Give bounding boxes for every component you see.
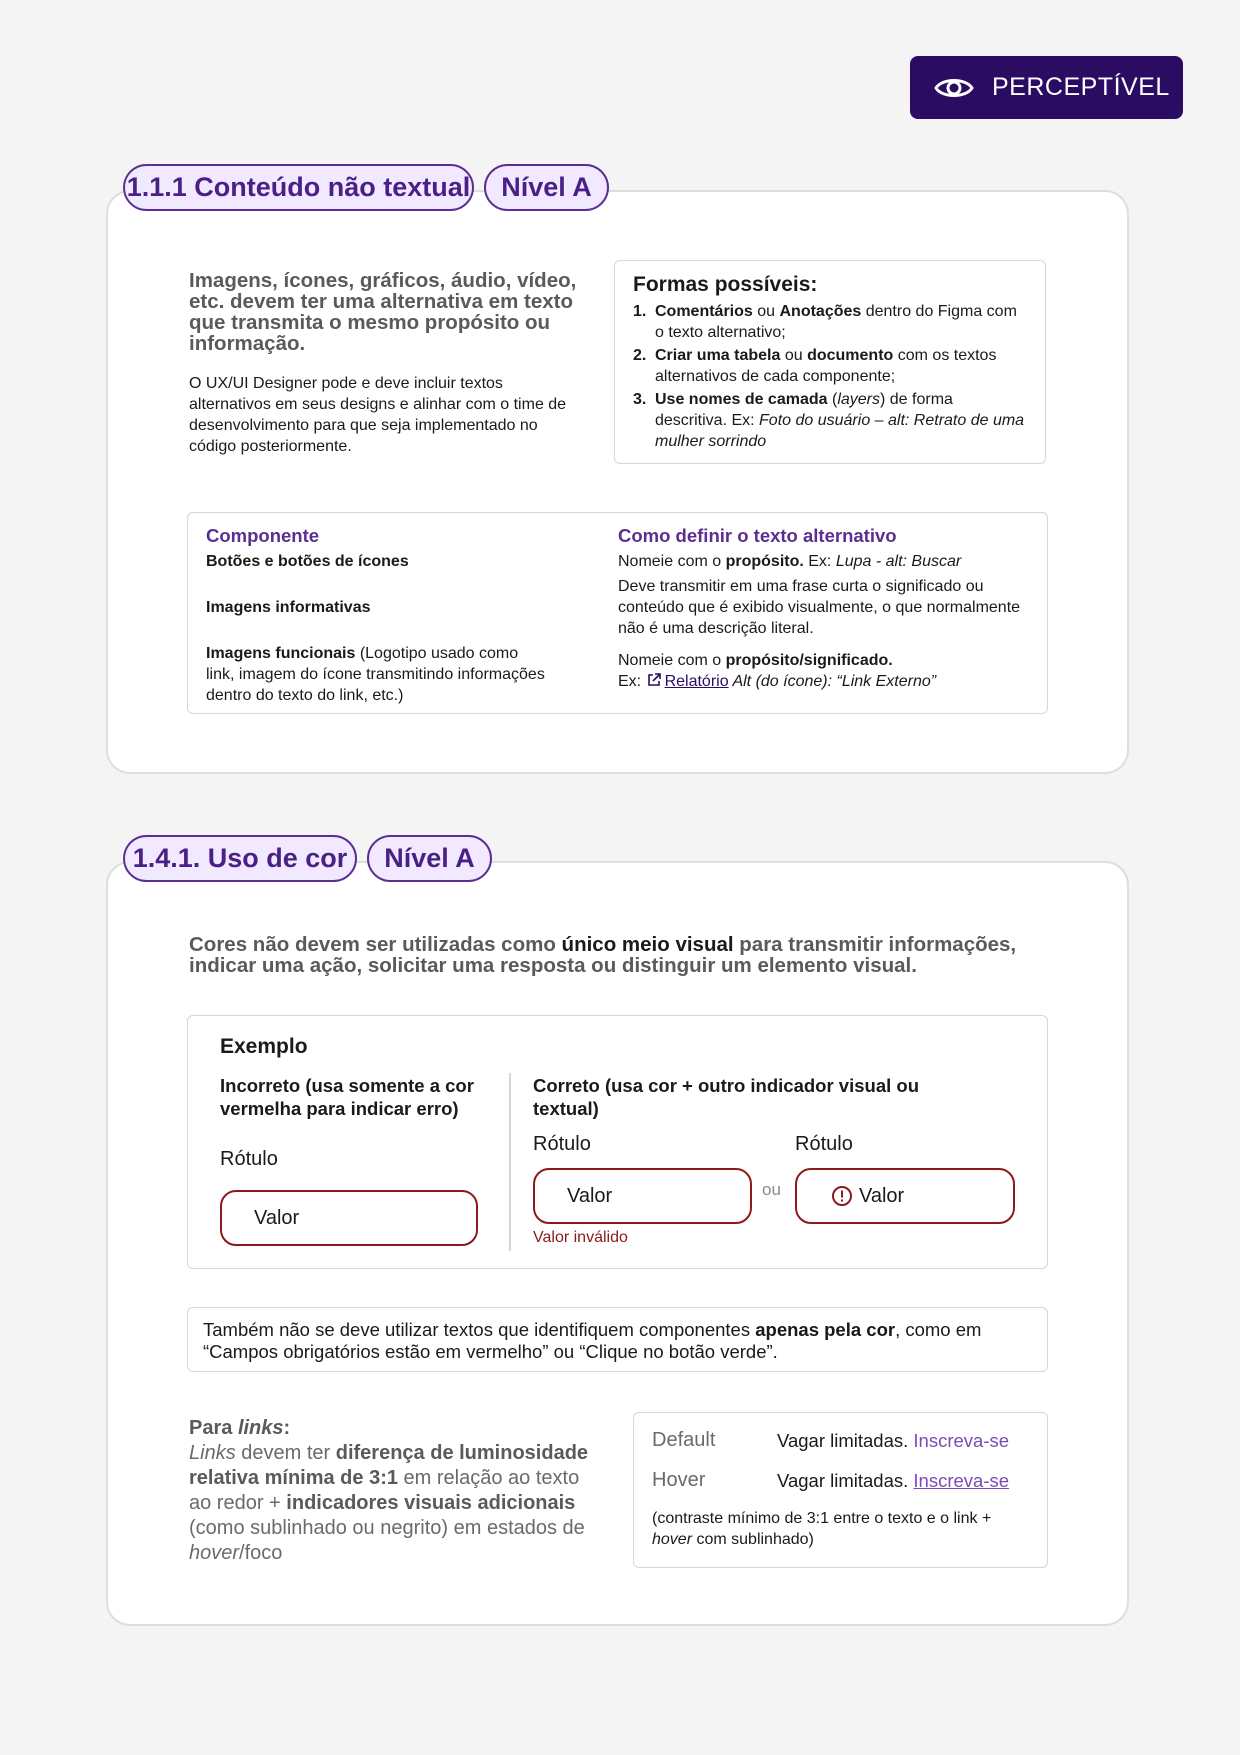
table-cell-component: Imagens informativas	[206, 599, 371, 616]
links-guideline: Para links: Links devem ter diferença de luminosidade relativa mínima de 3:1 em relação ao texto ao redor + indicadores visuais adicionais (como sublinhado ou negrito) em estados de hover/foco	[189, 1417, 589, 1564]
correct-field-icon[interactable]: Valor	[795, 1168, 1015, 1224]
badge-label: PERCEPTÍVEL	[992, 73, 1170, 101]
perceptivel-badge	[910, 56, 1183, 119]
field-label: Rótulo	[533, 1133, 591, 1155]
correct-field-text[interactable]: Valor	[533, 1168, 752, 1224]
table-cell-alt: Nomeie com o propósito. Ex: Lupa - alt: Buscar	[618, 553, 962, 570]
section-title-pill: 1.1.1 Conteúdo não textual	[123, 164, 474, 211]
relatorio-link[interactable]: Relatório	[664, 673, 729, 690]
link-contrast-note: (contraste mínimo de 3:1 entre o texto e o link + hover com sublinhado)	[652, 1510, 992, 1548]
state-default-label: Default	[652, 1429, 716, 1451]
table-cell-alt: Nomeie com o propósito/significado. Ex: Relatório Alt (do ícone): “Link Externo”	[618, 650, 1036, 694]
table-header-alt-text: Como definir o texto alternativo	[618, 525, 897, 546]
inscreva-link-default[interactable]: Inscreva-se	[913, 1430, 1010, 1451]
inscreva-link-hover[interactable]: Inscreva-se	[913, 1470, 1010, 1491]
table-cell-component: Botões e botões de ícones	[206, 553, 409, 570]
state-hover-label: Hover	[652, 1469, 706, 1491]
alert-icon	[831, 1185, 853, 1207]
formas-list	[633, 301, 1027, 452]
table-header-component: Componente	[206, 525, 320, 546]
correct-title: Correto (usa cor + outro indicador visual ou textual)	[533, 1075, 919, 1119]
or-label: ou	[762, 1180, 781, 1199]
field-label: Rótulo	[795, 1133, 853, 1155]
eye-icon	[934, 74, 974, 102]
section-lead: Cores não devem ser utilizadas como único meio visual para transmitir informações, indicar uma ação, solicitar uma resposta ou distinguir um elemento visual.	[189, 933, 1017, 977]
error-message: Valor inválido	[533, 1229, 628, 1246]
incorrect-title: Incorreto (usa somente a cor vermelha para indicar erro)	[220, 1075, 474, 1119]
table-cell-alt: Deve transmitir em uma frase curta o significado ou conteúdo que é exibido visualmente, o que normalmente não é uma descrição literal.	[618, 578, 1021, 637]
state-hover-example: Vagar limitadas. Inscreva-se	[777, 1470, 1010, 1491]
section-body: O UX/UI Designer pode e deve incluir textos alternativos em seus designs e alinhar com o time de desenvolvimento para que seja implementado no código posteriormente.	[189, 375, 567, 455]
list-item: 1. Comentários ou Anotações dentro do Figma com o texto alternativo;	[633, 303, 1017, 341]
formas-box	[614, 260, 1046, 464]
list-item: 3. Use nomes de camada (layers) de forma descritiva. Ex: Foto do usuário – alt: Retrato de uma mulher sorrindo	[633, 391, 1025, 450]
incorrect-field[interactable]: Valor	[220, 1190, 478, 1246]
section-lead: Imagens, ícones, gráficos, áudio, vídeo, etc. devem ter uma alternativa em texto que transmita o mesmo propósito ou informação.	[189, 269, 577, 355]
field-label: Rótulo	[220, 1148, 278, 1170]
example-title: Exemplo	[220, 1035, 308, 1058]
formas-title: Formas possíveis:	[633, 273, 818, 296]
level-pill: Nível A	[484, 164, 609, 211]
table-cell-component: Imagens funcionais (Logotipo usado como link, imagem do ícone transmitindo informações dentro do texto do link, etc.)	[206, 645, 545, 704]
state-default-example: Vagar limitadas. Inscreva-se	[777, 1430, 1010, 1451]
level-pill: Nível A	[367, 835, 492, 882]
example-divider	[509, 1073, 511, 1251]
section-title-pill: 1.4.1. Uso de cor	[123, 835, 357, 882]
color-note-box: Também não se deve utilizar textos que identifiquem componentes apenas pela cor, como em “Campos obrigatórios estão em vermelho” ou “Clique no botão verde”.	[187, 1307, 1048, 1372]
external-link-icon	[646, 672, 662, 694]
list-item: 2. Criar uma tabela ou documento com os textos alternativos de cada componente;	[633, 347, 997, 385]
